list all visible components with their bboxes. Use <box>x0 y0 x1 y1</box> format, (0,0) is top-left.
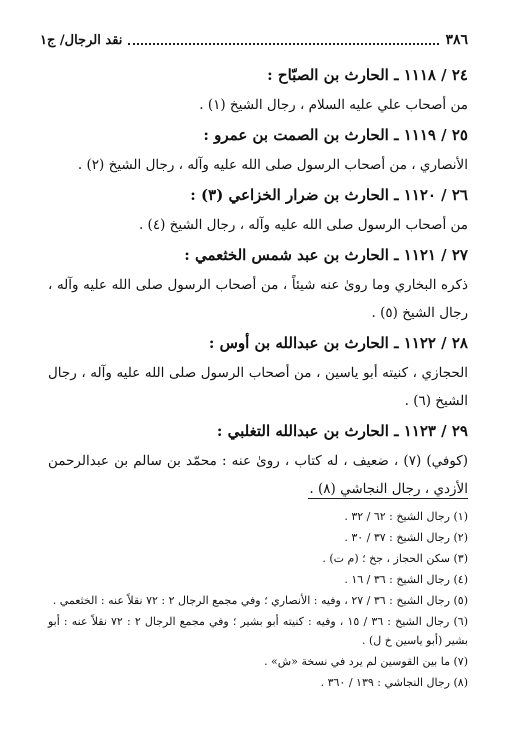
entry <box>48 332 468 415</box>
entry-heading: ٢٤ / ١١١٨ ـ الحارث بن الصبّاح : <box>267 66 468 84</box>
entry-body: من أصحاب علي عليه السلام ، رجال الشيخ (١) . <box>199 97 468 113</box>
entry-body: الأنصاري ، من أصحاب الرسول صلى الله عليه وآله ، رجال الشيخ (٢) . <box>77 157 468 173</box>
footnote-divider <box>308 498 468 499</box>
footnote: (٤) رجال الشيخ : ٣٦ / ١٦ . <box>344 573 468 586</box>
footnote: (١) رجال الشيخ : ٦٢ / ٣٢ . <box>344 510 468 523</box>
footnotes <box>48 507 468 694</box>
entry-body: من أصحاب الرسول صلى الله عليه وآله ، رجال الشيخ (٤) . <box>138 217 468 233</box>
leader-dots <box>128 43 439 45</box>
footnote: (٨) رجال النجاشي : ١٣٩ / ٣٦٠ . <box>320 676 468 689</box>
entry-body: الحجازي ، كنيته أبو ياسين ، من أصحاب الرسول صلى الله عليه وآله ، رجال الشيخ (٦) . <box>48 365 468 409</box>
entry <box>48 184 468 239</box>
entry <box>48 420 468 503</box>
main-text <box>48 64 468 508</box>
entry-heading: ٢٧ / ١١٢١ ـ الحارث بن عبد شمس الخثعمي : <box>184 246 468 264</box>
running-head <box>40 30 468 50</box>
footnote: (٥) رجال الشيخ : ٣٦ / ٢٧ ، وفيه : الأنصاري ؛ وفي مجمع الرجال ٢ : ٧٢ نقلاً عنه : الخثعمي . <box>52 594 468 607</box>
footnote: (٣) سكن الحجاز ، جخ ؛ (م ت) . <box>322 552 468 565</box>
footnote: (٢) رجال الشيخ : ٣٧ / ٣٠ . <box>344 531 468 544</box>
entry-body: ذكره البخاري وما روىٰ عنه شيئاً ، من أصحاب الرسول صلى الله عليه وآله ، رجال الشيخ (٥) . <box>48 277 468 321</box>
entry <box>48 64 468 119</box>
footnote: (٦) رجال الشيخ : ٣٦ / ١٥ ، وفيه : كنيته أبو بشير ؛ وفي مجمع الرجال ٢ : ٧٢ نقلاً عنه : أبو بشير (أبو ياسين خ ل) . <box>48 615 468 647</box>
entry-body: (كوفي) (٧) ، ضعيف ، له كتاب ، روىٰ عنه : محمّد بن سالم بن عبدالرحمن الأزدي ، رجال النجاشي (٨) . <box>48 453 468 497</box>
entry <box>48 124 468 179</box>
page-number: ٣٨٦ <box>445 32 468 48</box>
entry-heading: ٢٩ / ١١٢٣ ـ الحارث بن عبدالله التغلبي : <box>216 422 468 440</box>
entry-heading: ٢٨ / ١١٢٢ ـ الحارث بن عبدالله بن أوس : <box>208 334 468 352</box>
entry <box>48 244 468 327</box>
book-title: نقد الرجال/ ج١ <box>40 32 123 48</box>
footnote: (٧) ما بين القوسين لم يرد في نسخة «ش» . <box>264 655 468 668</box>
entry-heading: ٢٥ / ١١١٩ ـ الحارث بن الصمت بن عمرو : <box>203 126 468 144</box>
entry-heading: ٢٦ / ١١٢٠ ـ الحارث بن ضرار الخزاعي (٣) : <box>190 186 468 204</box>
